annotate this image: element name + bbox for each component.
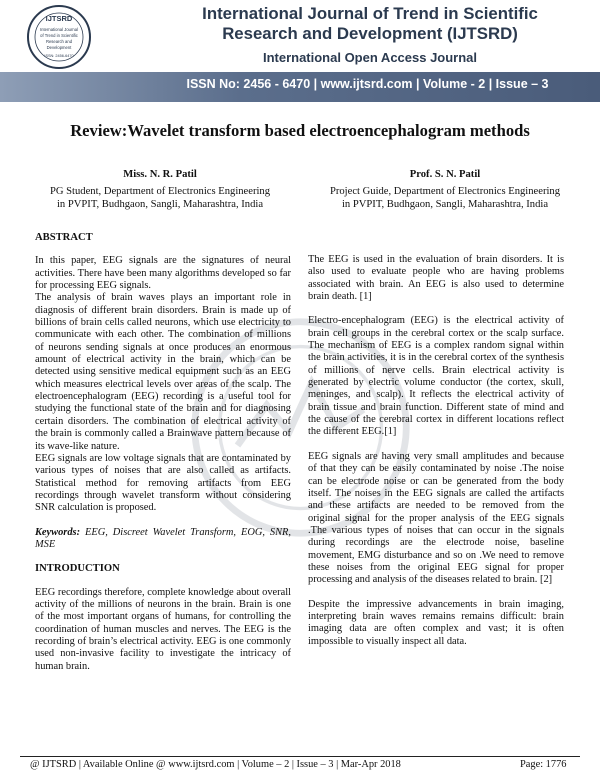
left-column [35,232,291,673]
paper-title: Review:Wavelet transform based electroencephalogram methods [70,121,530,140]
body-paragraph: Despite the impressive advancements in brain imaging, interpreting brain waves remains remains difficult: brain imaging data are often complex and vast; it is often impossible to visually inspect all data. [308,598,564,647]
author-affiliation: PG Student, Department of Electronics Engineering [49,186,271,197]
journal-title-line1: International Journal of Trend in Scientific [202,4,538,23]
author-name: Miss. N. R. Patil [123,169,197,180]
author-name: Prof. S. N. Patil [409,169,481,180]
journal-subtitle: International Open Access Journal [262,50,478,65]
footer-page-number: Page: 1776 [520,759,567,770]
author-affiliation: in PVPIT, Budhgaon, Sangli, Maharashtra, India [341,199,549,210]
journal-logo-icon [26,4,92,70]
issn-bar-text: ISSN No: 2456 - 6470 | www.ijtsrd.com | Volume - 2 | Issue – 3 [186,77,549,91]
abstract-heading: ABSTRACT [35,232,93,243]
logo-line2: of Trend in Scientific [40,33,78,38]
logo-issn: ISSN: 2456-6470 [44,54,74,58]
right-column [308,254,564,648]
introduction-heading: INTRODUCTION [35,563,120,575]
keywords [35,527,291,552]
page-footer [0,750,600,776]
logo-top-text: IJTSRD [45,14,73,23]
author-block-2 [305,168,585,211]
logo-line4: Development [46,45,72,50]
footer-citation: @ IJTSRD | Available Online @ www.ijtsrd.com | Volume – 2 | Issue – 3 | Mar-Apr 2018 [30,759,401,770]
journal-title-line2: Research and Development (IJTSRD) [222,24,518,43]
author-affiliation: Project Guide, Department of Electronics Engineering [329,186,561,197]
abstract-paragraph: EEG signals are low voltage signals that are contaminated by various types of noises that are also called as artifacts. Statistical method for removing artifacts from EEG recordings through wavelet transform without considering SNR calculation is proposed. [35,452,291,514]
introduction-paragraph: EEG recordings therefore, complete knowledge about overall activity of the millions of neurons in the brain. Brain is one of the most important organs of humans, for controlling the coordination of human muscles and nerves. The EEG is the recording of brain’s electrical activity. EEG is one commonly used non-invasive facility to investigate the intricacy of human brain. [35,586,291,672]
logo-line3: Research and [45,39,73,44]
author-affiliation: in PVPIT, Budhgaon, Sangli, Maharashtra, India [56,199,264,210]
keywords-label: Keywords: [35,526,81,538]
journal-title [155,4,585,44]
logo-line1: International Journal [40,27,78,32]
body-paragraph: The EEG is used in the evaluation of brain disorders. It is also used to evaluate people who are having problems associated with brain. An EEG is also used to determine brain death. [1] [308,254,564,303]
body-paragraph: EEG signals are having very small amplitudes and because of that they can be easily contaminated by noise .The noise can be electrode noise or can be generated from the body itself. The noises in the EEG signals are called the artifacts and these artifacts are needed to be removed from the original signal for the proper analysis of the EEG signals .The various types of noises that can occur in the signals during recordings are the electrode noise, baseline movement, EMG disturbance and so on .We need to remove these noises from the original EEG signal for proper processing and analysis of the diseases related to brain. [2] [308,450,564,586]
abstract-paragraph: In this paper, EEG signals are the signatures of neural activities. There have been many algorithms developed so far for processing EEG signals. [35,255,291,292]
body-paragraph: Electro-encephalogram (EEG) is the electrical activity of brain cell groups in the cerebral cortex or the scalp surface. The mechanism of EEG is a complex random signal within the brain activities, it is in the cerebral cortex of the synthesis of millions of nerve cells. Brain electrical activity is generated by electric volume conductor (the cortex, skull, meninges, and scalp). It reflects the electrical activity of brain tissue and brain function. Different state of mind and the cause of the cerebral cortex in different locations reflect the different EEG.[1] [308,315,564,438]
author-block-1 [20,168,300,211]
journal-header [0,0,600,103]
keywords-text: EEG, Discreet Wavelet Transform, EOG, SNR, MSE [35,526,291,550]
footer-divider [20,756,580,757]
abstract-paragraph: The analysis of brain waves plays an important role in diagnosis of different brain disorders. Brain is made up of billions of brain cells called neurons, which use electricity to communicate with each other. The combination of millions of neurons sending signals at once produces an enormous amount of electrical activity in the brain, which can be detected using sensitive medical equipment such as an EEG which measures electrical levels over areas of the scalp. The electroencephalogram (EEG) recording is a useful tool for studying the functional state of the brain and for diagnosing certain disorders. The combination of electrical activity of the brain is commonly called a Brainwave pattern because of its wave-like nature. [35,292,291,452]
